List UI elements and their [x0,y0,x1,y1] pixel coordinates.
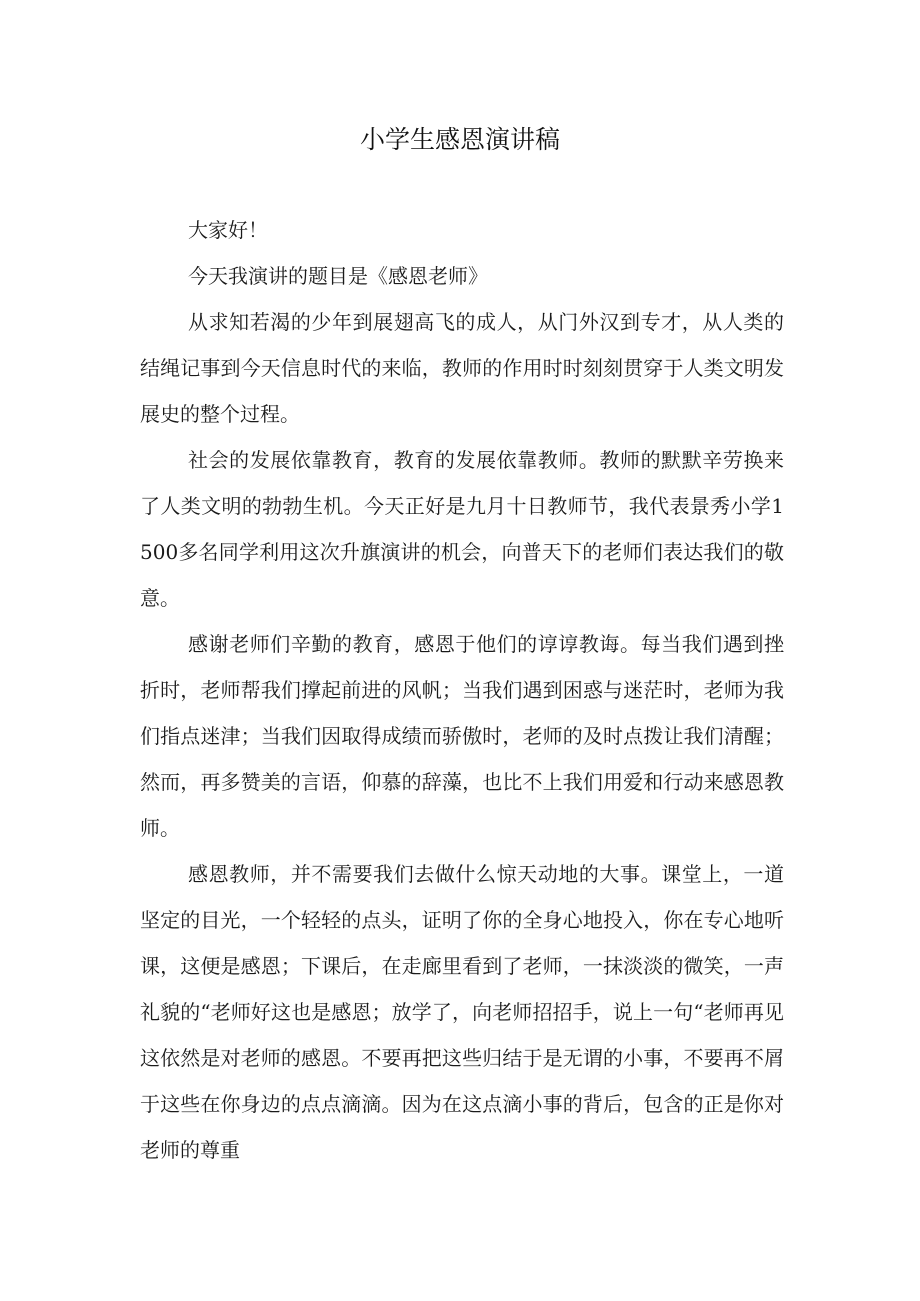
paragraph-topic: 今天我演讲的题目是《感恩老师》 [188,264,488,288]
paragraph-small-actions: 感恩教师，并不需要我们去做什么惊天动地的大事。课堂上，一道坚定的目光，一个轻轻的点头，证明了你的全身心地投入，你在专心地听课，这便是感恩；下课后，在走廊里看到了老师，一抹淡淡的微笑，一声礼貌的“老师好这也是感恩；放学了，向老师招招手，说上一句“老师再见这依然是对老师的感恩。不要再把这些归结于是无谓的小事，不要再不屑于这些在你身边的点点滴滴。因为在这点滴小事的背后，包含的正是你对老师的尊重 [140,862,784,1162]
paragraph-society-education: 社会的发展依靠教育，教育的发展依靠教师。教师的默默辛劳换来了人类文明的勃勃生机。今天正好是九月十日教师节，我代表景秀小学1500多名同学利用这次升旗演讲的机会，向普天下的老师们表达我们的敬意。 [140,448,784,610]
paragraph-greeting: 大家好！ [188,218,268,242]
document-body [140,207,784,1173]
paragraph-teacher-role: 从求知若渴的少年到展翅高飞的成人，从门外汉到专才，从人类的结绳记事到今天信息时代的来临，教师的作用时时刻刻贯穿于人类文明发展史的整个过程。 [140,310,784,426]
paragraph-gratitude: 感谢老师们辛勤的教育，感恩于他们的谆谆教诲。每当我们遇到挫折时，老师帮我们撑起前进的风帆；当我们遇到困惑与迷茫时，老师为我们指点迷津；当我们因取得成绩而骄傲时，老师的及时点拨让我们清醒；然而，再多赞美的言语，仰慕的辞藻，也比不上我们用爱和行动来感恩教师。 [140,632,784,840]
document-title: 小学生感恩演讲稿 [359,125,560,154]
